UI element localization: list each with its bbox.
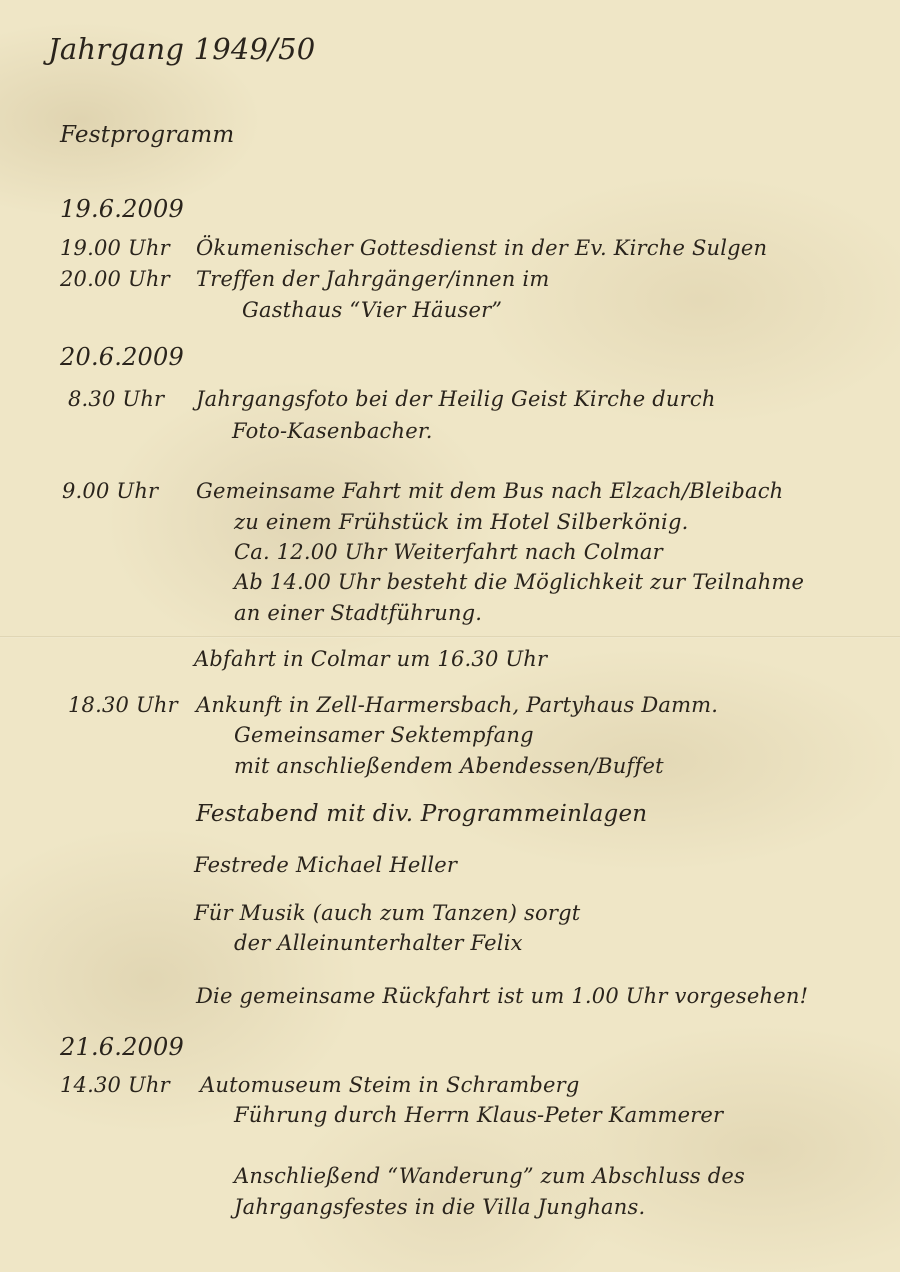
paper-fold-line	[0, 636, 900, 638]
day-date: 20.6.2009	[60, 343, 184, 371]
page-title: Jahrgang 1949/50	[48, 32, 316, 66]
entry-text: Ankunft in Zell-Harmersbach, Partyhaus Damm.	[196, 693, 719, 717]
entry-text: der Alleinunterhalter Felix	[234, 931, 523, 955]
entry-text: Die gemeinsame Rückfahrt ist um 1.00 Uhr vorgesehen!	[196, 984, 809, 1008]
entry-text: Foto-Kasenbacher.	[232, 419, 433, 443]
entry-text: mit anschließendem Abendessen/Buffet	[234, 754, 664, 778]
entry-text: Gemeinsamer Sektempfang	[234, 723, 534, 747]
entry-text: Jahrgangsfoto bei der Heilig Geist Kirche durch	[196, 387, 716, 411]
entry-text: Jahrgangsfestes in die Villa Junghans.	[234, 1195, 646, 1219]
entry-time: 14.30 Uhr	[60, 1073, 170, 1097]
entry-text: Abfahrt in Colmar um 16.30 Uhr	[194, 647, 548, 671]
entry-text: Ab 14.00 Uhr besteht die Möglichkeit zur Teilnahme	[234, 570, 805, 594]
entry-text: Anschließend “Wanderung” zum Abschluss des	[234, 1164, 746, 1188]
entry-time: 8.30 Uhr	[68, 387, 165, 411]
entry-time: 9.00 Uhr	[62, 479, 159, 503]
entry-text: Gasthaus “Vier Häuser”	[242, 298, 503, 322]
entry-text: zu einem Frühstück im Hotel Silberkönig.	[234, 510, 689, 534]
entry-text: Ökumenischer Gottesdienst in der Ev. Kirche Sulgen	[196, 236, 768, 260]
entry-text: Automuseum Steim in Schramberg	[200, 1073, 580, 1097]
day-date: 21.6.2009	[60, 1033, 184, 1061]
entry-text: Führung durch Herrn Klaus-Peter Kammerer	[234, 1103, 724, 1127]
program-heading: Festprogramm	[60, 122, 235, 148]
entry-text: an einer Stadtführung.	[234, 601, 483, 625]
entry-time: 19.00 Uhr	[60, 236, 170, 260]
entry-text: Für Musik (auch zum Tanzen) sorgt	[194, 901, 581, 925]
entry-text: Ca. 12.00 Uhr Weiterfahrt nach Colmar	[234, 540, 663, 564]
entry-text: Festabend mit div. Programmeinlagen	[196, 801, 648, 827]
entry-text: Gemeinsame Fahrt mit dem Bus nach Elzach/Bleibach	[196, 479, 784, 503]
entry-time: 20.00 Uhr	[60, 267, 170, 291]
entry-time: 18.30 Uhr	[68, 693, 178, 717]
entry-text: Festrede Michael Heller	[194, 853, 458, 877]
day-date: 19.6.2009	[60, 195, 184, 223]
entry-text: Treffen der Jahrgänger/innen im	[196, 267, 550, 291]
